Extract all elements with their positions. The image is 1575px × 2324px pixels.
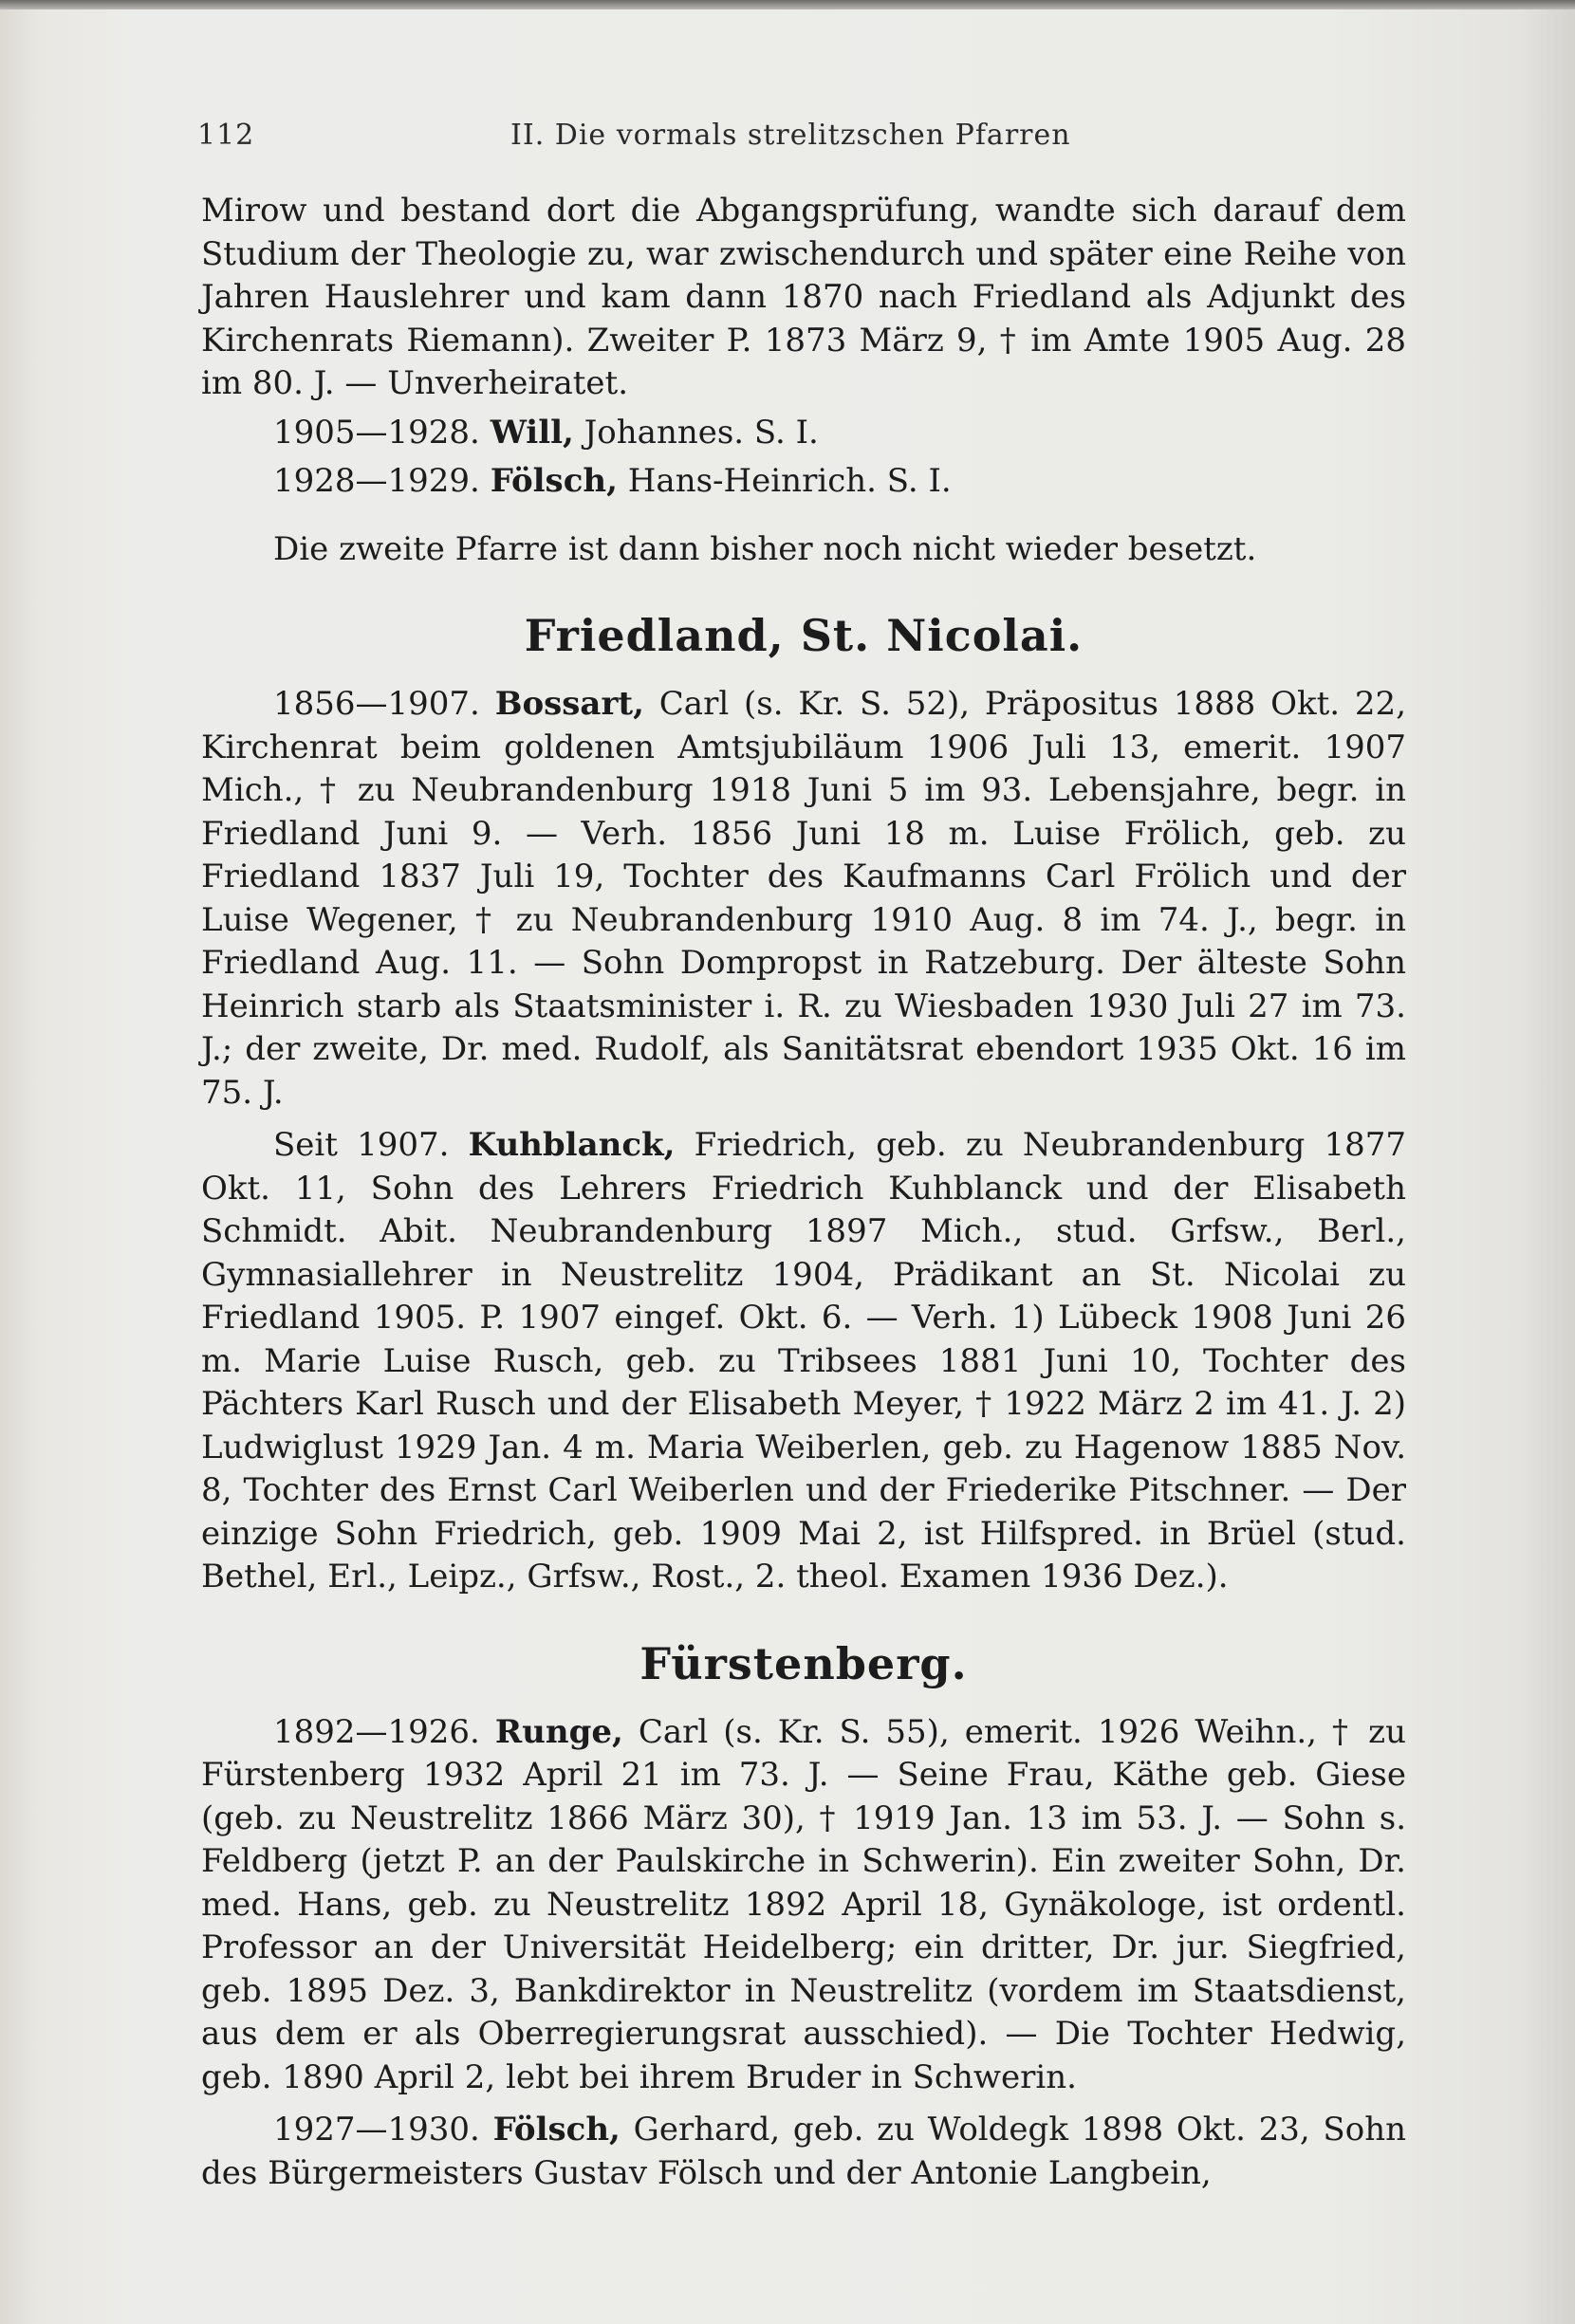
page-body [201, 190, 1406, 2195]
spacer [201, 1115, 1406, 1124]
entry-name: Kuhblanck, [468, 1126, 676, 1164]
entry-name: Will, [490, 413, 574, 452]
entry-will [201, 412, 1406, 455]
vacancy-note: Die zweite Pfarre ist dann bisher noch nicht wieder besetzt. [273, 529, 1257, 568]
entry-name: Fölsch, [492, 2111, 621, 2149]
spacer [201, 2099, 1406, 2109]
entry-name: Bossart, [494, 685, 644, 723]
entry-years: Seit 1907. [273, 1126, 450, 1164]
entry-name: Runge, [494, 1712, 623, 1751]
scan-top-edge [0, 0, 1575, 9]
intro-paragraph: Mirow und bestand dort die Abgangsprüfung, wandte sich darauf dem Studium der Theologie zu, war zwischendurch und später eine Reihe von Jahren Hauslehrer und kam dann 1870 nach Friedland als Adjunkt des Kirchenrats Riemann). Zweiter P. 1873 März 9, † im Amte 1905 Aug. 28 im 80. J. — Unverheiratet. [201, 192, 1406, 402]
entry-name: Fölsch, [490, 462, 618, 500]
entry-runge [201, 1711, 1406, 2100]
entry-foelsch-gerhard [201, 2109, 1406, 2195]
entry-years: 1928—1929. [273, 462, 480, 500]
entry-text: Carl (s. Kr. S. 52), Präpositus 1888 Okt. 22, Kirchenrat beim goldenen Amtsjubiläum 1906 Juli 13, emerit. 1907 Mich., † zu Neubrandenburg 1918 Juni 5 im 93. Lebensjahre, begr. in Friedland Juni 9. — Verh. 1856 Juni 18 m. Luise Frölich, geb. zu Friedland 1837 Juli 19, Tochter des Kaufmanns Carl Frölich und der Luise Wegener, † zu Neubrandenburg 1910 Aug. 8 im 74. J., begr. in Friedland Aug. 11. — Sohn Dompropst in Ratzeburg. Der älteste Sohn Heinrich starb als Staatsminister i. R. zu Wiesbaden 1930 Juli 27 im 73. J.; der zweite, Dr. med. Rudolf, als Sanitätsrat ebendort 1935 Okt. 16 im 75. J. [201, 685, 1406, 1112]
section-heading-fuerstenberg: Fürstenberg. [639, 1637, 968, 1689]
entry-text: Gerhard, geb. zu Woldegk 1898 Okt. 23, Sohn des Bürgermeisters Gustav Fölsch und der Antonie Langbein, [201, 2111, 1406, 2192]
section-heading-friedland: Friedland, St. Nicolai. [524, 610, 1084, 661]
page-number: 112 [197, 119, 255, 152]
entry-kuhblanck [201, 1124, 1406, 1599]
entry-text: Friedrich, geb. zu Neubrandenburg 1877 Okt. 11, Sohn des Lehrers Friedrich Kuhblanck und der Elisabeth Schmidt. Abit. Neubrandenburg 1897 Mich., stud. Grfsw., Berl., Gymnasiallehrer in Neustrelitz 1904, Prädikant an St. Nicolai zu Friedland 1905. P. 1907 eingef. Okt. 6. — Verh. 1) Lübeck 1908 Juni 26 m. Marie Luise Rusch, geb. zu Tribsees 1881 Juni 10, Tochter des Pächters Karl Rusch und der Elisabeth Meyer, † 1922 März 2 im 41. J. 2) Ludwiglust 1929 Jan. 4 m. Maria Weiberlen, geb. zu Hagenow 1885 Nov. 8, Tochter des Ernst Carl Weiberlen und der Friederike Pitschner. — Der einzige Sohn Friedrich, geb. 1909 Mai 2, ist Hilfspred. in Brüel (stud. Bethel, Erl., Leipz., Grfsw., Rost., 2. theol. Examen 1936 Dez.). [201, 1126, 1407, 1595]
page-header [197, 119, 1393, 166]
entry-bossart [201, 683, 1406, 1115]
entry-text: Carl (s. Kr. S. 55), emerit. 1926 Weihn., † zu Fürstenberg 1932 April 21 im 73. J. — Seine Frau, Käthe geb. Giese (geb. zu Neustrelitz 1866 März 30), † 1919 Jan. 13 im 53. J. — Sohn s. Feldberg (jetzt P. an der Paulskirche in Schwerin). Ein zweiter Sohn, Dr. med. Hans, geb. zu Neustrelitz 1892 April 18, Gynäkologe, ist ordentl. Professor an der Universität Heidelberg; ein dritter, Dr. jur. Siegfried, geb. 1895 Dez. 3, Bankdirektor in Neustrelitz (vordem im Staatsdienst, aus dem er als Oberregierungsrat ausschied). — Die Tochter Hedwig, geb. 1890 April 2, lebt bei ihrem Bruder in Schwerin. [201, 1712, 1406, 2096]
entry-foelsch-hans [201, 460, 1406, 504]
entry-text: Hans-Heinrich. S. I. [627, 462, 952, 500]
entry-years: 1892—1926. [273, 1712, 480, 1751]
running-title: II. Die vormals strelitzschen Pfarren [510, 119, 1071, 152]
entry-text: Johannes. S. I. [584, 413, 819, 452]
entry-years: 1927—1930. [273, 2111, 480, 2149]
entry-years: 1856—1907. [273, 685, 480, 723]
entry-years: 1905—1928. [273, 413, 480, 452]
